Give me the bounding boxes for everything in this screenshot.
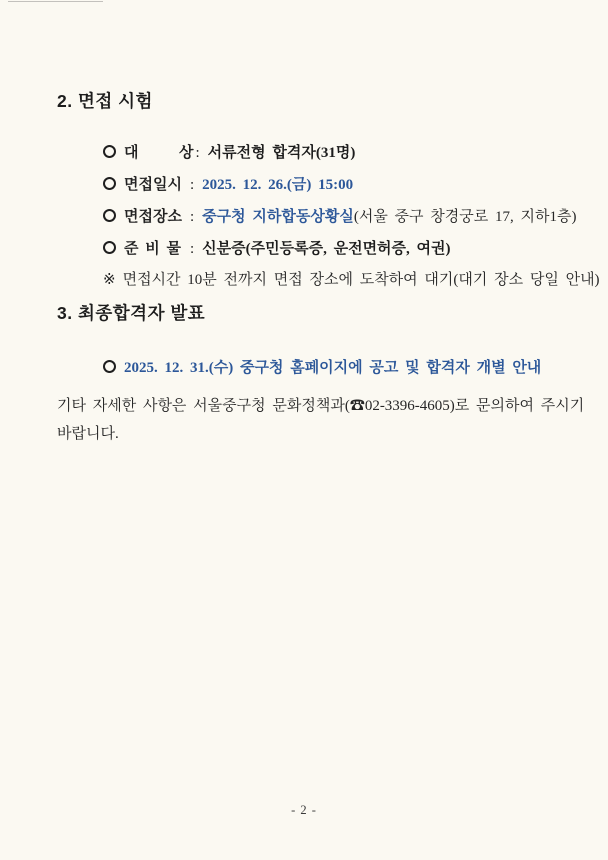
announcement-text: 2025. 12. 31.(수) 중구청 홈페이지에 공고 및 합격자 개별 안내 — [124, 360, 542, 376]
item-label: 준 비 물 — [124, 241, 181, 257]
item-colon: : — [190, 241, 195, 257]
bullet-circle-icon — [103, 360, 116, 373]
item-value-place: 중구청 지하합동상황실 — [202, 209, 354, 225]
page-number: - 2 - — [291, 803, 317, 817]
item-colon: : — [195, 145, 200, 161]
item-label: 대 상 — [124, 145, 194, 161]
section-heading-final: 3. 최종합격자 발표 — [57, 303, 206, 323]
item-value-address: (서울 중구 창경궁로 17, 지하1층) — [353, 209, 577, 225]
contact-paragraph-line1: 기타 자세한 사항은 서울중구청 문화정책과(☎02-3396-4605)로 문의하여 주시기 — [57, 398, 585, 414]
item-colon: : — [190, 177, 195, 193]
item-value: 신분증(주민등록증, 운전면허증, 여권) — [202, 241, 451, 257]
item-value: 서류전형 합격자(31명) — [207, 145, 356, 161]
list-item-announcement — [76, 338, 588, 398]
item-label: 면접일시 — [124, 177, 182, 193]
scan-edge-artifact — [8, 1, 103, 2]
item-value-date: 2025. 12. 26.(금) 15:00 — [202, 177, 354, 193]
contact-paragraph-line2: 바랍니다. — [57, 426, 119, 442]
item-label: 면접장소 — [124, 209, 182, 225]
reference-mark-icon: ※ — [103, 272, 116, 288]
note-text: 면접시간 10분 전까지 면접 장소에 도착하여 대기(대기 장소 당일 안내) — [122, 272, 600, 288]
item-colon: : — [190, 209, 195, 225]
section-heading-interview: 2. 면접 시험 — [57, 91, 153, 111]
